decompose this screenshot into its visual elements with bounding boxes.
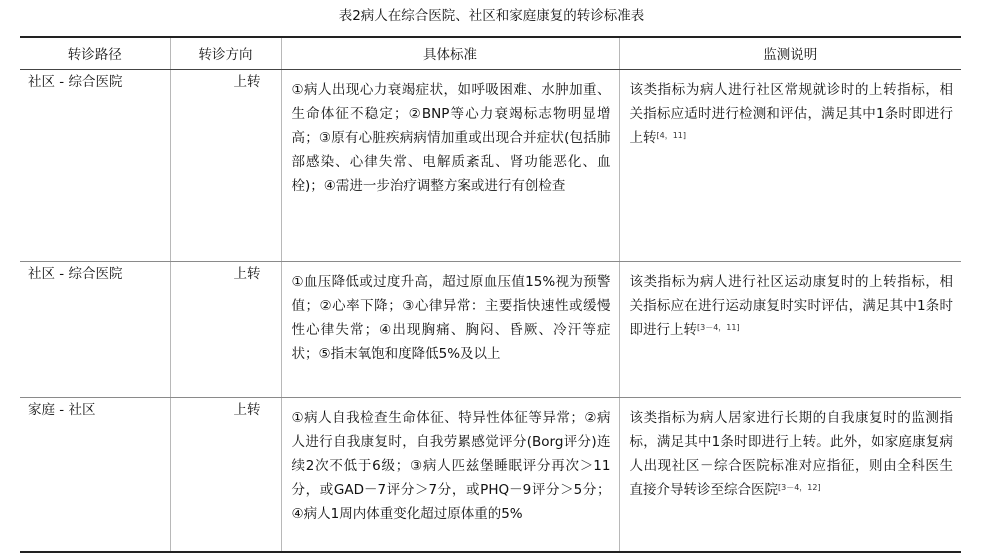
referral-direction-cell: 上转 [233, 401, 261, 418]
column-header-path: 转诊路径 [20, 37, 170, 69]
citation-ref: [3－4，11] [697, 322, 740, 332]
table-header-row [20, 37, 961, 69]
referral-path-cell: 社区 - 综合医院 [28, 73, 123, 90]
criteria-cell: ①血压降低或过度升高，超过原血压值15%视为预警值；②心率下降；③心律异常：主要指快速性或缓慢性心律失常；④出现胸痛、胸闷、昏厥、冷汗等症状；⑤指末氧饱和度降低5%及以上 [291, 273, 611, 363]
column-header-note: 监测说明 [619, 37, 961, 69]
referral-direction-cell: 上转 [233, 265, 261, 282]
note-text: 该类指标为病人居家进行长期的自我康复时的监测指标，满足其中1条时即进行上转。此外，如家庭康复病人出现社区－综合医院标准对应指征，则由全科医生直接介导转诊至综合医院 [629, 409, 953, 499]
table-row [20, 261, 961, 397]
table-row [20, 69, 961, 261]
note-text: 该类指标为病人进行社区运动康复时的上转指标，相关指标应在进行运动康复时实时评估，满足其中1条时即进行上转 [629, 273, 953, 338]
note-text: 该类指标为病人进行社区常规就诊时的上转指标，相关指标应适时进行检测和评估，满足其中1条时即进行上转 [629, 81, 953, 146]
referral-path-cell: 家庭 - 社区 [28, 401, 96, 418]
referral-direction-cell: 上转 [233, 73, 261, 90]
referral-path-cell: 社区 - 综合医院 [28, 265, 123, 282]
citation-ref: [4，11] [656, 130, 687, 140]
criteria-cell: ①病人出现心力衰竭症状，如呼吸困难、水肿加重、生命体征不稳定；②BNP等心力衰竭标志物明显增高；③原有心脏疾病病情加重或出现合并症状(包括肺部感染、心律失常、电解质紊乱、肾功能恶化、血栓)；④需进一步治疗调整方案或进行有创检查 [291, 81, 611, 195]
note-cell [620, 262, 962, 343]
note-cell [620, 70, 962, 151]
note-cell [620, 398, 962, 503]
column-header-criteria: 具体标准 [281, 37, 619, 69]
referral-criteria-table [20, 36, 961, 553]
table-caption: 表2病人在综合医院、社区和家庭康复的转诊标准表 [338, 8, 645, 24]
table-row [20, 397, 961, 552]
citation-ref: [3－4，12] [778, 483, 821, 493]
column-header-direction: 转诊方向 [170, 37, 281, 69]
criteria-cell: ①病人自我检查生命体征、特异性体征等异常；②病人进行自我康复时，自我劳累感觉评分(Borg评分)连续2次不低于6级；③病人匹兹堡睡眠评分再次＞11分，或GAD－7评分＞7分，或PHQ－9评分＞5分；④病人1周内体重变化超过原体重的5% [291, 409, 611, 523]
